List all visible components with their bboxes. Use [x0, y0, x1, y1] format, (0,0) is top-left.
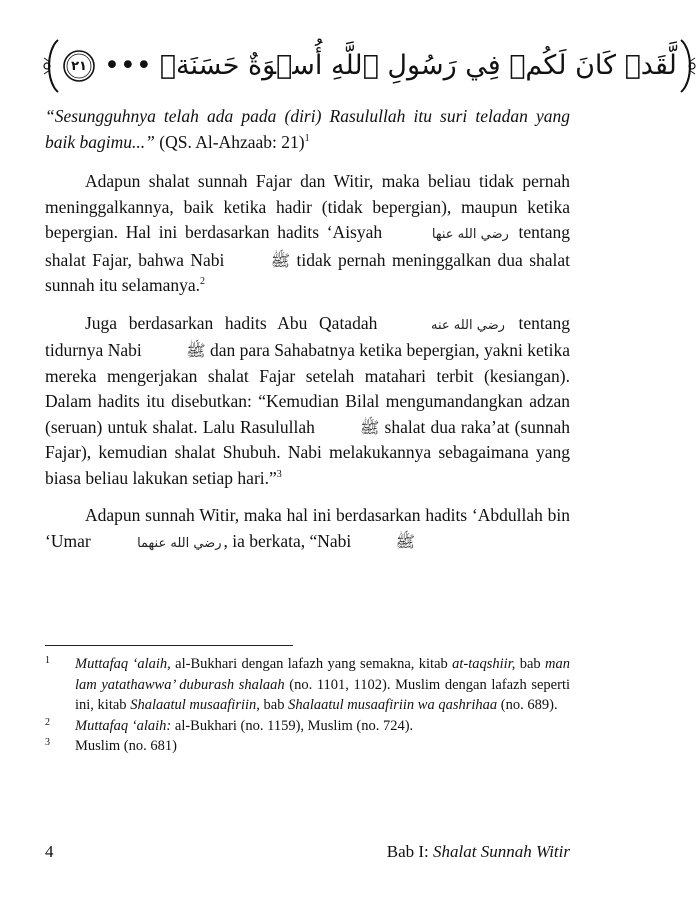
footnotes: [45, 654, 570, 757]
footnote-ref-1: 1: [304, 132, 310, 144]
footnote-3: [45, 736, 570, 757]
footnote-text: [75, 654, 570, 716]
footnote-ref-2: 2: [200, 276, 206, 288]
footnote-span: (no. 1101, 1102). Muslim dengan lafazh seperti ini, kitab: [75, 676, 571, 713]
ayah-number-marker: [62, 49, 96, 83]
shallallahu-alaihi-wasallam-icon: ﷺ: [186, 341, 206, 360]
footnote-span: bab: [259, 697, 289, 713]
paragraph-1: [45, 169, 570, 299]
page-number: 4: [45, 842, 54, 861]
quran-verse-row: [40, 30, 677, 102]
paragraph-2: [45, 311, 570, 492]
paragraph-3: [45, 503, 570, 556]
footnote-number: 1: [45, 655, 50, 666]
page-footer: [45, 842, 570, 862]
footnote-2: [45, 716, 570, 737]
shallallahu-alaihi-wasallam-icon: ﷺ: [270, 250, 291, 270]
footnote-1: [45, 654, 570, 716]
ornament-bracket-left-icon: [40, 36, 62, 96]
running-chapter-title: [387, 842, 570, 862]
paragraph-2-part-c: dan para Sahabatnya ketika bepergian, yakni ketika mereka mengerjakan shalat Fajar setelah matahari terbit (kesiangan). Dalam hadits itu disebutkan: “Kemudian Bilal mengumandangkan adzan (seruan) untuk shalat. Lalu Rasulullah: [45, 340, 571, 437]
footnote-span: (no. 689).: [497, 697, 558, 713]
verse-arabic-text: لَّقَدۡ كَانَ لَكُمۡ فِي رَسُولِ ٱللَّهِ أُسۡوَةٌ حَسَنَةٞ: [159, 49, 677, 81]
main-text: [45, 104, 570, 556]
paragraph-2-part-a: Juga berdasarkan hadits Abu Qatadah: [85, 312, 378, 333]
footnote-number: 2: [45, 716, 50, 728]
footnote-italic: at-taqshiir,: [452, 656, 516, 672]
shallallahu-alaihi-wasallam-icon: ﷺ: [360, 417, 380, 437]
footnote-italic: Muttafaq ‘alaih:: [75, 717, 172, 734]
footnote-italic: man lam yatathawwa’ duburash shalaah: [75, 656, 571, 693]
footnote-number: 3: [45, 737, 50, 748]
footnote-span: bab: [515, 656, 546, 672]
ayah-number: ٢١: [71, 58, 87, 74]
verse-reference: (QS. Al-Ahzaab: 21): [159, 131, 305, 152]
paragraph-3-part-b: , ia berkata, “Nabi: [223, 530, 352, 551]
radhiyallahu-anha-icon: رضي الله عنها: [431, 227, 509, 242]
footnote-span: al-Bukhari (no. 1159), Muslim (no. 724).: [171, 717, 414, 734]
footnote-span: al-Bukhari dengan lafazh yang semakna, kitab: [170, 656, 453, 672]
footnote-text: [75, 736, 570, 757]
radhiyallahu-anhu-icon: رضي الله عنه: [430, 317, 505, 333]
footnote-italic: Shalaatul musaafiriin wa qashrihaa: [288, 697, 498, 713]
translation-text: “Sesungguhnya telah ada pada (diri) Rasulullah itu suri teladan yang baik bagimu...”: [45, 106, 570, 152]
chapter-prefix: Bab I:: [386, 842, 434, 861]
verse-translation: [45, 104, 570, 155]
shallallahu-alaihi-wasallam-icon: ﷺ: [395, 531, 415, 551]
paragraph-2-part-b: tentang tidurnya Nabi: [45, 312, 571, 360]
paragraph-1-part-b: tentang shalat Fajar, bahwa Nabi: [45, 222, 570, 270]
paragraph-2-part-d: shalat dua raka’at (sunnah Fajar), kemudian shalat Shubuh. Nabi melakukannya sebagaimana yang biasa beliau lakukan setiap hari.”: [45, 416, 571, 488]
radhiyallahu-anhuma-icon: رضي الله عنهما: [137, 535, 222, 551]
paragraph-1-part-a: Adapun shalat sunnah Fajar dan Witir, maka beliau tidak pernah meninggalkannya, baik ketika hadir (tidak bepergian), maupun ketika bepergian. Hal ini berdasarkan hadits ‘Aisyah: [45, 171, 570, 242]
paragraph-3-part-a: Adapun sunnah Witir, maka hal ini berdasarkan hadits ‘Abdullah bin ‘Umar: [45, 505, 570, 551]
paragraph-1-part-c: tidak pernah meninggalkan dua shalat sunnah itu selamanya.: [45, 249, 571, 295]
chapter-title: Shalat Sunnah Witir: [433, 842, 570, 861]
ornament-bracket-right-icon: [677, 36, 699, 96]
footnote-span: Muslim (no. 681): [75, 738, 177, 754]
footnote-text: [75, 716, 570, 737]
footnote-italic: Muttafaq ‘alaih,: [75, 656, 171, 672]
footnote-italic: Shalaatul musaafiriin,: [130, 697, 260, 713]
footnote-divider: [45, 645, 293, 646]
footnote-ref-3: 3: [276, 468, 282, 480]
verse-ellipsis: •••: [104, 49, 152, 81]
